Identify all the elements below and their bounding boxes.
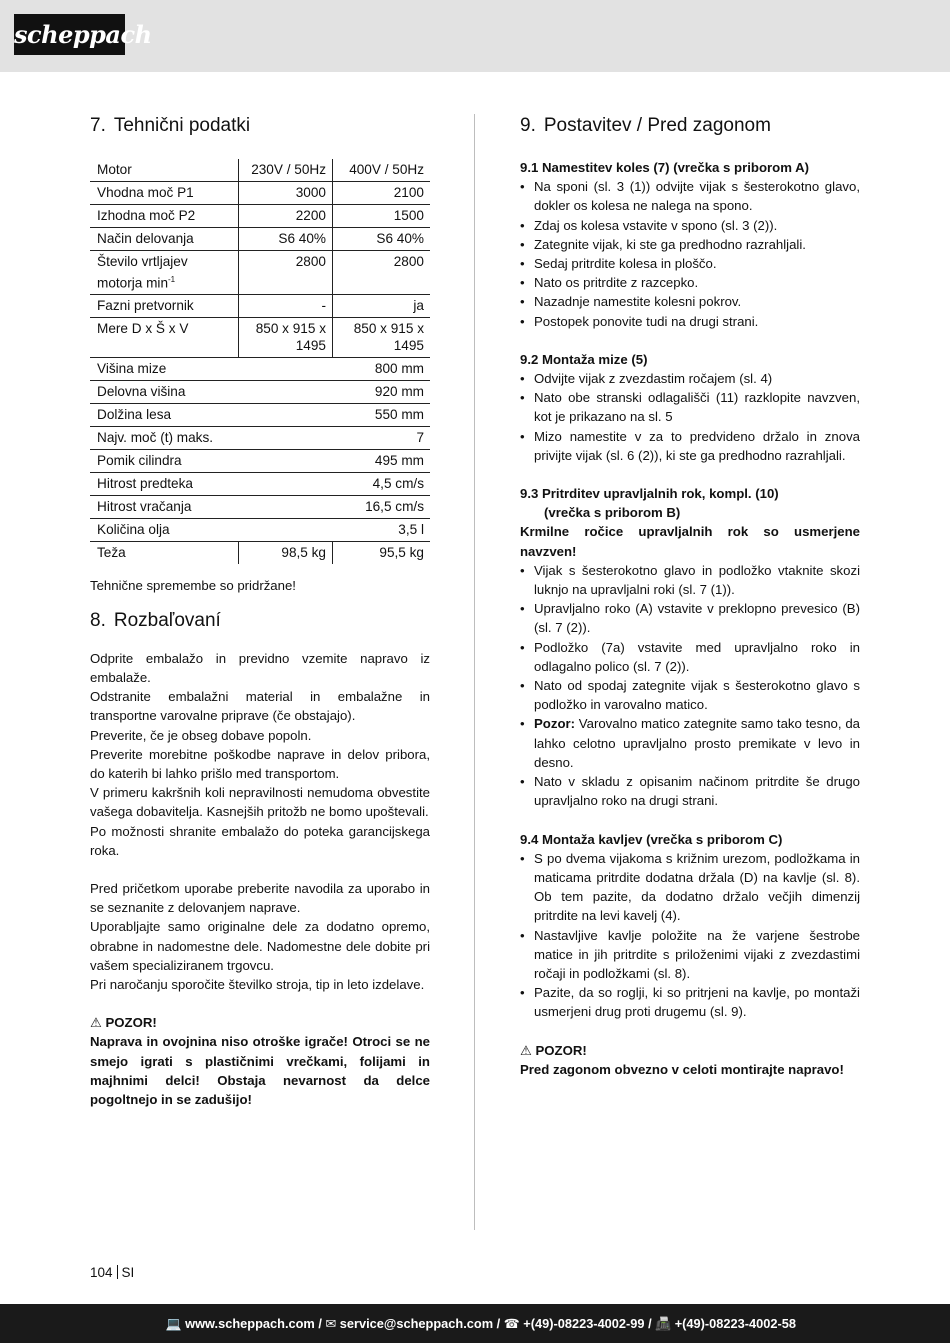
spec-row bbox=[90, 182, 430, 205]
spec-label: Pomik cilindra bbox=[90, 449, 239, 472]
tech-note: Tehnične spremembe so pridržane! bbox=[90, 577, 296, 593]
spec-value: 800 mm bbox=[239, 357, 431, 380]
list-item: • Nato od spodaj zategnite vijak s šesterokotno glavo s podložko in varovalno matico. bbox=[520, 676, 860, 714]
spec-row-weight bbox=[90, 541, 430, 564]
left-column bbox=[90, 112, 430, 1109]
spec-value-400v: 400V / 50Hz bbox=[333, 159, 431, 182]
list-item: • Vijak s šesterokotno glavo in podložko vtaknite skozi luknjo na upravljalni roki (sl. 7 (1)). bbox=[520, 561, 860, 599]
subsection-9-3-note: Krmilne ročice upravljalnih rok so usmerjene navzven! bbox=[520, 524, 860, 559]
pozor-label: Pozor: bbox=[534, 716, 576, 732]
column-divider bbox=[474, 114, 475, 1230]
spec-row bbox=[90, 472, 430, 495]
spec-value-230v: S6 40% bbox=[239, 228, 333, 251]
paragraph: Odstranite embalažni material in embalažne in transportne varovalne priprave (če obstajajo). bbox=[90, 689, 430, 724]
spec-label: Dolžina lesa bbox=[90, 403, 239, 426]
subsection-9-1-title: 9.1 Namestitev koles (7) (vrečka s priborom A) bbox=[520, 160, 810, 175]
subsection-9-1-list bbox=[520, 177, 860, 331]
spec-value-230v: 2200 bbox=[239, 205, 333, 228]
spec-label: Fazni pretvornik bbox=[90, 294, 239, 317]
paragraph: Pred pričetkom uporabe preberite navodila za uporabo in se seznanite z delovanjem naprave. bbox=[90, 880, 430, 916]
spec-row bbox=[90, 380, 430, 403]
spec-label: Količina olja bbox=[90, 518, 239, 541]
spec-value: 4,5 cm/s bbox=[239, 472, 431, 495]
spec-label: Število vrtljajev motorja $\min^{-1}$ bbox=[90, 251, 239, 295]
spec-value: 495 mm bbox=[239, 449, 431, 472]
list-item: • Nato v skladu z opisanim načinom pritrdite še drugo upravljalno roko na drugi strani. bbox=[520, 772, 860, 810]
spec-label: Najv. moč (t) maks. bbox=[90, 426, 239, 449]
right-column bbox=[520, 112, 860, 1079]
list-item: • Zategnite vijak, ki ste ga predhodno razrahljali. bbox=[520, 235, 860, 254]
spec-value-230v: - bbox=[239, 294, 333, 317]
spec-row bbox=[90, 205, 430, 228]
section-7-heading: 7. Tehnični podatki bbox=[90, 115, 251, 136]
spec-value-230v: 230V / 50Hz bbox=[239, 159, 333, 182]
subsection-9-4-list bbox=[520, 849, 860, 1022]
subsection-9-2-list bbox=[520, 369, 860, 465]
spec-label: Vhodna moč P1 bbox=[90, 182, 239, 205]
section-9-heading: 9. Postavitev / Pred zagonom bbox=[520, 115, 771, 136]
list-item: • Mizo namestite v za to predvideno držalo in znova privijte vijak (sl. 6 (2)), ki ste ga predhodno razrahljali. bbox=[520, 427, 860, 465]
list-item: • Pazite, da so roglji, ki so pritrjeni na kavlje, po montaži usmerjeni drug proti drugemu (sl. 9). bbox=[520, 983, 860, 1021]
brand-logo: scheppach bbox=[14, 14, 125, 55]
list-item: • S po dvema vijakoma s križnim urezom, podložkama in maticama pritrdite dodatna držala (D) na kavlje (sl. 8). Ob tem pazite, da dodatno držalo večjih dimenzij pritrdite na levi kavelj (4). bbox=[520, 849, 860, 926]
paragraph: Preverite morebitne poškodbe naprave in delov pribora, do katerih bi lahko prišlo med transportom. bbox=[90, 746, 430, 781]
spec-value-400v: 95,5 kg bbox=[333, 541, 431, 564]
spec-value: 920 mm bbox=[239, 380, 431, 403]
spec-row bbox=[90, 518, 430, 541]
page-number: 104 SI bbox=[90, 1265, 135, 1280]
footer-band bbox=[0, 1304, 950, 1343]
list-item: • Nato obe stranski odlagališči (11) razklopite navzven, kot je prikazano na sl. 5 bbox=[520, 388, 860, 426]
spec-row bbox=[90, 357, 430, 380]
spec-value-400v: 2800 bbox=[333, 251, 431, 295]
warning-text-right: Pred zagonom obvezno v celoti montirajte napravo! bbox=[520, 1061, 844, 1077]
spec-row bbox=[90, 228, 430, 251]
paragraph: Preverite, če je obseg dobave popoln. bbox=[90, 727, 312, 743]
spec-value: 7 bbox=[239, 426, 431, 449]
paragraph: V primeru kakršnih koli nepravilnosti nemudoma obvestite vašega dobavitelja. Kasnejših pritožb ne bomo upoštevali. bbox=[90, 785, 430, 820]
subsection-9-3-list bbox=[520, 561, 860, 811]
list-item: • Odvijte vijak z zvezdastim ročajem (sl. 4) bbox=[520, 369, 860, 388]
paragraph: Po možnosti shranite embalažo do poteka garancijskega roka. bbox=[90, 823, 430, 858]
section-8-heading: 8. Rozbaľovaní bbox=[90, 609, 221, 631]
spec-label: Mere D x Š x V bbox=[90, 317, 239, 357]
spec-label: Teža bbox=[97, 544, 126, 560]
spec-value: 3,5 l bbox=[239, 518, 431, 541]
spec-label: Način delovanja bbox=[90, 228, 239, 251]
subsection-9-3-title: 9.3 Pritrditev upravljalnih rok, kompl. (10) bbox=[520, 486, 779, 502]
header-band bbox=[0, 0, 950, 72]
spec-value: 550 mm bbox=[239, 403, 431, 426]
paragraph: Odprite embalažo in previdno vzemite napravo iz embalaže. bbox=[90, 650, 430, 685]
spec-label-sup: -1 bbox=[168, 274, 176, 284]
warning-title-left: ⚠ POZOR! bbox=[90, 1015, 157, 1031]
spec-value-230v: 850 x 915 x 1495 bbox=[239, 317, 333, 357]
list-item: • Postopek ponovite tudi na drugi strani. bbox=[520, 312, 860, 331]
list-item: • Upravljalno roko (A) vstavite v preklopno prevesico (B) (sl. 7 (2)). bbox=[520, 599, 860, 637]
subsection-9-4-title: 9.4 Montaža kavljev (vrečka s priborom C) bbox=[520, 831, 783, 847]
usage-paragraphs bbox=[90, 879, 430, 994]
spec-label: Hitrost predteka bbox=[90, 472, 239, 495]
spec-label: Hitrost vračanja bbox=[90, 495, 239, 518]
spec-value-400v: S6 40% bbox=[333, 228, 431, 251]
spec-value-230v: 3000 bbox=[239, 182, 333, 205]
footer-contact: 💻 www.scheppach.com / ✉ service@scheppach.com / ☎ +(49)-08223-4002-99 / 📠 +(49)-08223-4002-58 bbox=[165, 1316, 796, 1331]
spec-value-230v: 98,5 kg bbox=[239, 541, 333, 564]
paragraph: Uporabljajte samo originalne dele za dodatno opremo, obrabne in nadomestne dele. Nadomestne dele dobite pri vašem specializiranem trgovcu. bbox=[90, 919, 430, 973]
list-item: • Nastavljive kavlje položite na že varjene šestrobe matice in jih pritrdite s priloženimi vijaki z zvezdastimi ročaji in podložkami (sl. 8). bbox=[520, 926, 860, 984]
spec-row bbox=[90, 317, 430, 357]
spec-label: Višina mize bbox=[90, 357, 239, 380]
spec-value-400v: ja bbox=[333, 294, 431, 317]
subsection-9-2-title: 9.2 Montaža mize (5) bbox=[520, 351, 648, 367]
warning-title-right: ⚠ POZOR! bbox=[520, 1042, 587, 1058]
paragraph: Pri naročanju sporočite številko stroja, tip in leto izdelave. bbox=[90, 976, 425, 992]
list-item: • Nato os pritrdite z razcepko. bbox=[520, 273, 860, 292]
spec-label: Delovna višina bbox=[90, 380, 239, 403]
spec-row bbox=[90, 426, 430, 449]
spec-row bbox=[90, 251, 430, 295]
warning-text-left: Naprava in ovojnina niso otroške igrače! Otroci se ne smejo igrati s plastičnimi vrečkami, folijami in majhnimi delci! Obstaja nevarnost da delce pogoltnejo in se zadušijo! bbox=[90, 1034, 430, 1107]
spec-value-400v: 850 x 915 x 1495 bbox=[333, 317, 431, 357]
list-item: • Sedaj pritrdite kolesa in ploščo. bbox=[520, 254, 860, 273]
spec-row bbox=[90, 294, 430, 317]
spec-value-230v: 2800 bbox=[239, 251, 333, 295]
spec-row bbox=[90, 449, 430, 472]
pozor-text: Varovalno matico zategnite samo tako tesno, da lahko celotno upravljalno prosto premikate v levo in desno. bbox=[534, 716, 860, 770]
spec-value-400v: 1500 bbox=[333, 205, 431, 228]
tech-spec-table bbox=[90, 159, 430, 564]
spec-row bbox=[90, 403, 430, 426]
list-item: • Podložko (7a) vstavite med upravljalno roko in odlagalno polico (sl. 7 (2)). bbox=[520, 638, 860, 676]
spec-row bbox=[90, 495, 430, 518]
spec-value: 16,5 cm/s bbox=[239, 495, 431, 518]
list-item-warning bbox=[520, 714, 860, 772]
list-item: • Nazadnje namestite kolesni pokrov. bbox=[520, 292, 860, 311]
subsection-9-3-subtitle: (vrečka s priborom B) bbox=[544, 505, 681, 521]
list-item: • Zdaj os kolesa vstavite v spono (sl. 3 (2)). bbox=[520, 216, 860, 235]
spec-label: Motor bbox=[90, 159, 239, 182]
spec-value-400v: 2100 bbox=[333, 182, 431, 205]
list-item: • Na sponi (sl. 3 (1)) odvijte vijak s šesterokotno glavo, dokler os kolesa ne nalega na spono. bbox=[520, 177, 860, 215]
unpacking-paragraphs bbox=[90, 649, 430, 860]
spec-label: Izhodna moč P2 bbox=[90, 205, 239, 228]
spec-row bbox=[90, 159, 430, 182]
